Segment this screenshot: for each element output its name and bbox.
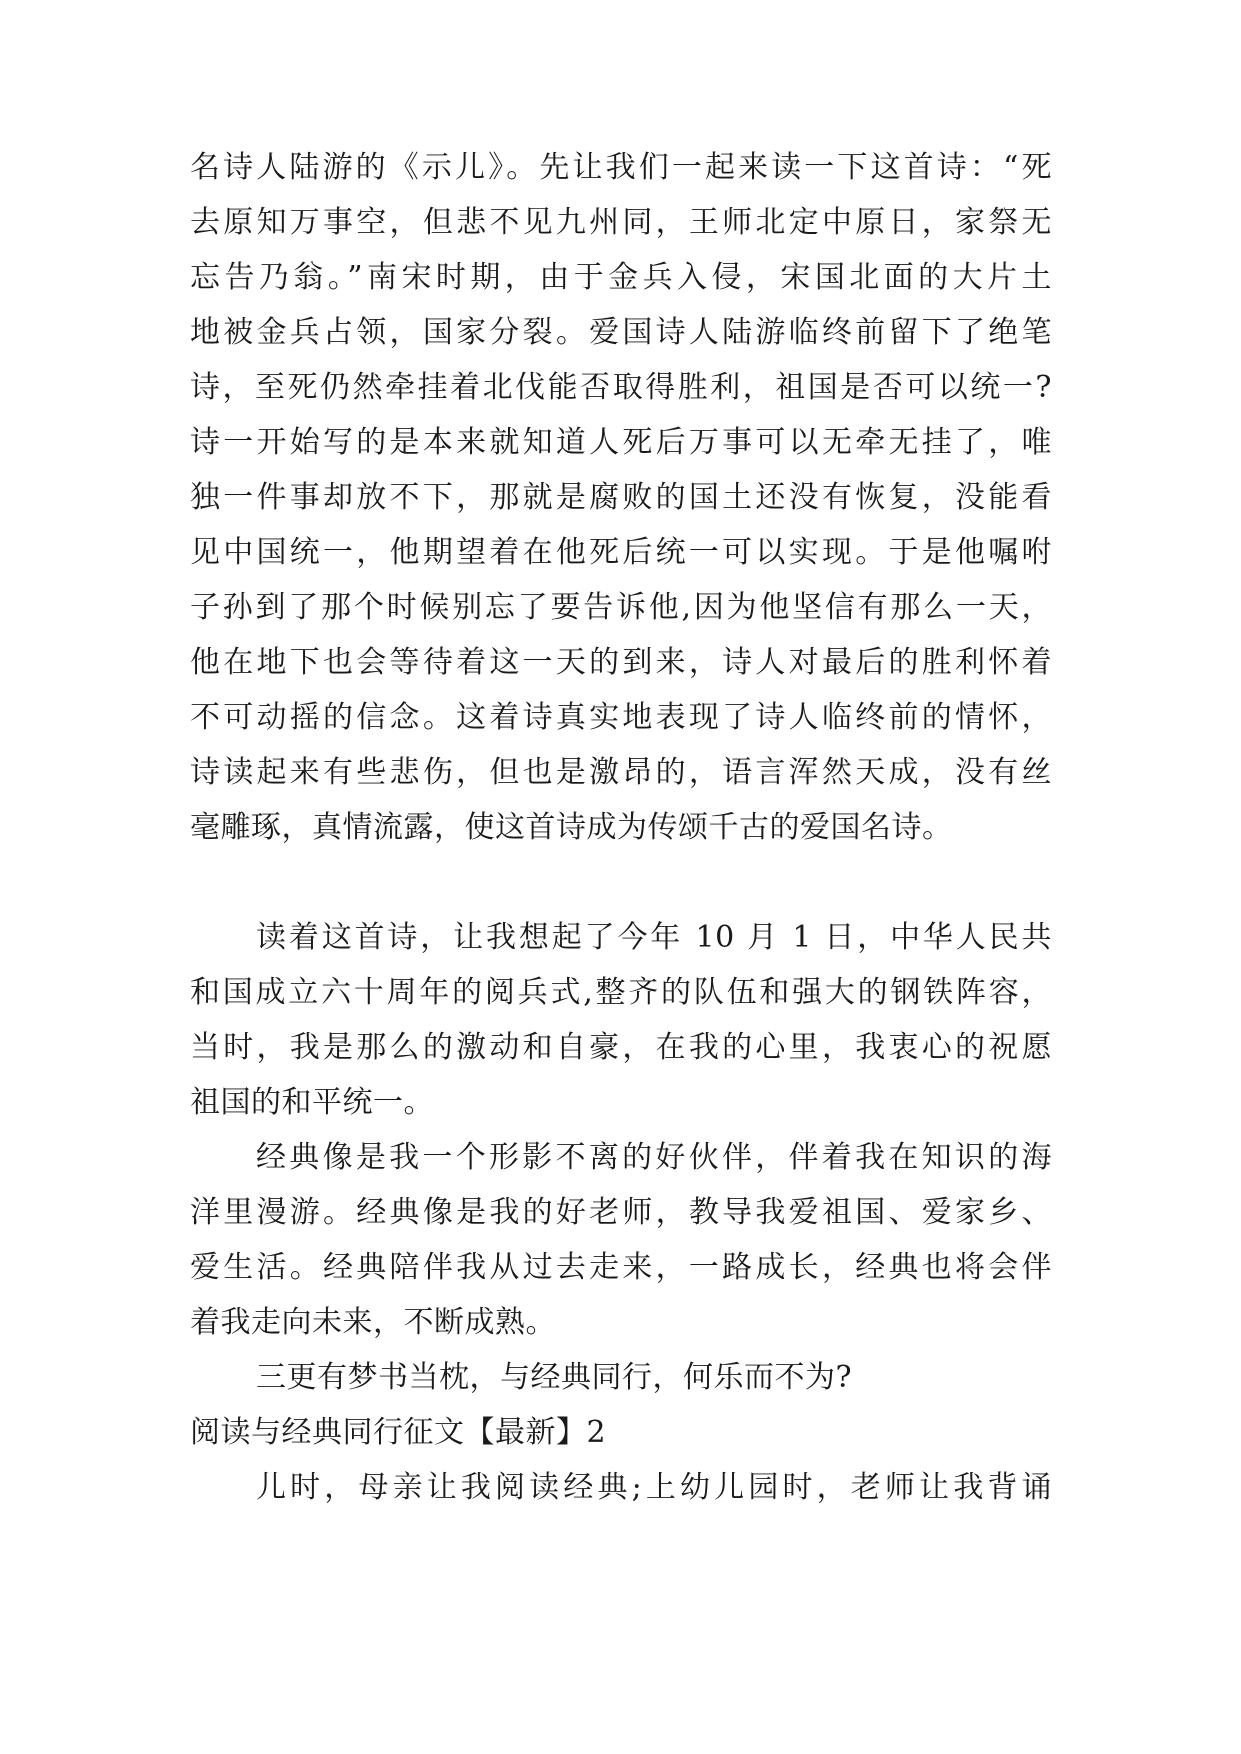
- paragraph-line: 读着这首诗，让我想起了今年 10 月 1 日，中华人民共: [256, 920, 1052, 955]
- paragraph-line: 洋里漫游。经典像是我的好老师，教导我爱祖国、爱家乡、: [190, 1195, 1052, 1230]
- paragraph-line: 名诗人陆游的《示儿》。先让我们一起来读一下这首诗：“死: [190, 150, 1052, 185]
- paragraph-line: 当时，我是那么的激动和自豪，在我的心里，我衷心的祝愿: [190, 1030, 1052, 1065]
- paragraph-line: 去原知万事空，但悲不见九州同，王师北定中原日，家祭无: [190, 205, 1052, 240]
- paragraph-line: 儿时，母亲让我阅读经典;上幼儿园时，老师让我背诵: [256, 1470, 1052, 1505]
- paragraph-line: 他在地下也会等待着这一天的到来，诗人对最后的胜利怀着: [190, 645, 1052, 680]
- paragraph-line: 地被金兵占领，国家分裂。爱国诗人陆游临终前留下了绝笔: [190, 315, 1052, 350]
- paragraph-line: 子孙到了那个时候别忘了要告诉他,因为他坚信有那么一天，: [190, 590, 1052, 625]
- paragraph-line: 诗一开始写的是本来就知道人死后万事可以无牵无挂了，唯: [190, 425, 1052, 460]
- paragraph-line: 忘告乃翁。”南宋时期，由于金兵入侵，宋国北面的大片土: [190, 260, 1052, 295]
- paragraph-line: 见中国统一，他期望着在他死后统一可以实现。于是他嘱咐: [190, 535, 1052, 570]
- paragraph-line: 和国成立六十周年的阅兵式,整齐的队伍和强大的钢铁阵容，: [190, 975, 1052, 1010]
- paragraph-line: 诗读起来有些悲伤，但也是激昂的，语言浑然天成，没有丝: [190, 755, 1052, 790]
- paragraph-line: 独一件事却放不下，那就是腐败的国土还没有恢复，没能看: [190, 480, 1052, 515]
- paragraph-line: 毫雕琢，真情流露，使这首诗成为传颂千古的爱国名诗。: [190, 810, 953, 845]
- paragraph-line: 祖国的和平统一。: [190, 1085, 434, 1120]
- paragraph-line: 着我走向未来，不断成熟。: [190, 1305, 556, 1340]
- paragraph-line: 诗，至死仍然牵挂着北伐能否取得胜利，祖国是否可以统一?: [190, 370, 1052, 405]
- paragraph-line: 三更有梦书当枕，与经典同行，何乐而不为?: [256, 1360, 853, 1395]
- paragraph-line: 经典像是我一个形影不离的好伙伴，伴着我在知识的海: [256, 1140, 1052, 1175]
- section-heading: 阅读与经典同行征文【最新】2: [190, 1415, 607, 1450]
- paragraph-line: 爱生活。经典陪伴我从过去走来，一路成长，经典也将会伴: [190, 1250, 1052, 1285]
- paragraph-line: 不可动摇的信念。这着诗真实地表现了诗人临终前的情怀，: [190, 700, 1052, 735]
